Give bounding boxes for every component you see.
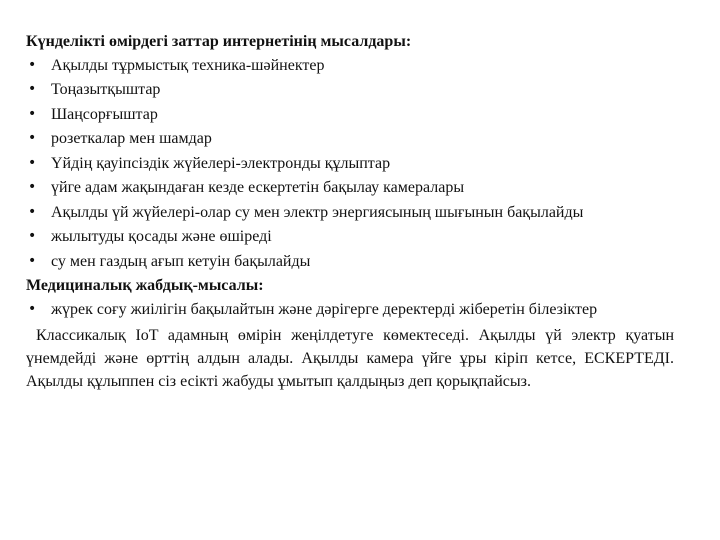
list-item: • Ақылды үй жүйелері-олар су мен электр энергиясының шығынын бақылайды (26, 202, 674, 224)
list-item: • жүрек соғу жиілігін бақылайтын және дәрігерге деректерді жіберетін білезіктер (26, 299, 674, 321)
summary-paragraph: Классикалық IoT адамның өмірін жеңілдетуге көмектеседі. Ақылды үй электр қуатын үнемдейді және өрттің алдын алады. Ақылды камера үйге ұры кіріп кетсе, ЕСКЕРТЕДІ. Ақылды құлыппен сіз есікті жабуды ұмытып қалдыңыз деп қорықпайсыз. (26, 327, 674, 390)
list-item: • розеткалар мен шамдар (26, 128, 674, 150)
medical-list (26, 299, 674, 321)
list-item: • үйге адам жақындаған кезде ескертетін бақылау камералары (26, 177, 674, 199)
list-item: • су мен газдың ағып кетуін бақылайды (26, 251, 674, 273)
section-heading-daily-iot: Күнделікті өмірдегі заттар интернетінің мысалдары: (26, 33, 412, 50)
daily-iot-list (26, 55, 674, 273)
list-item: • жылытуды қосады және өшіреді (26, 226, 674, 248)
section-heading-medical: Медициналық жабдық-мысалы: (26, 277, 264, 294)
slide-content (26, 31, 674, 393)
list-item: • Шаңсорғыштар (26, 104, 674, 126)
list-item: • Үйдің қауіпсіздік жүйелері-электронды құлыптар (26, 153, 674, 175)
list-item: • Тоңазытқыштар (26, 79, 674, 101)
list-item: • Ақылды тұрмыстық техника-шәйнектер (26, 55, 674, 77)
